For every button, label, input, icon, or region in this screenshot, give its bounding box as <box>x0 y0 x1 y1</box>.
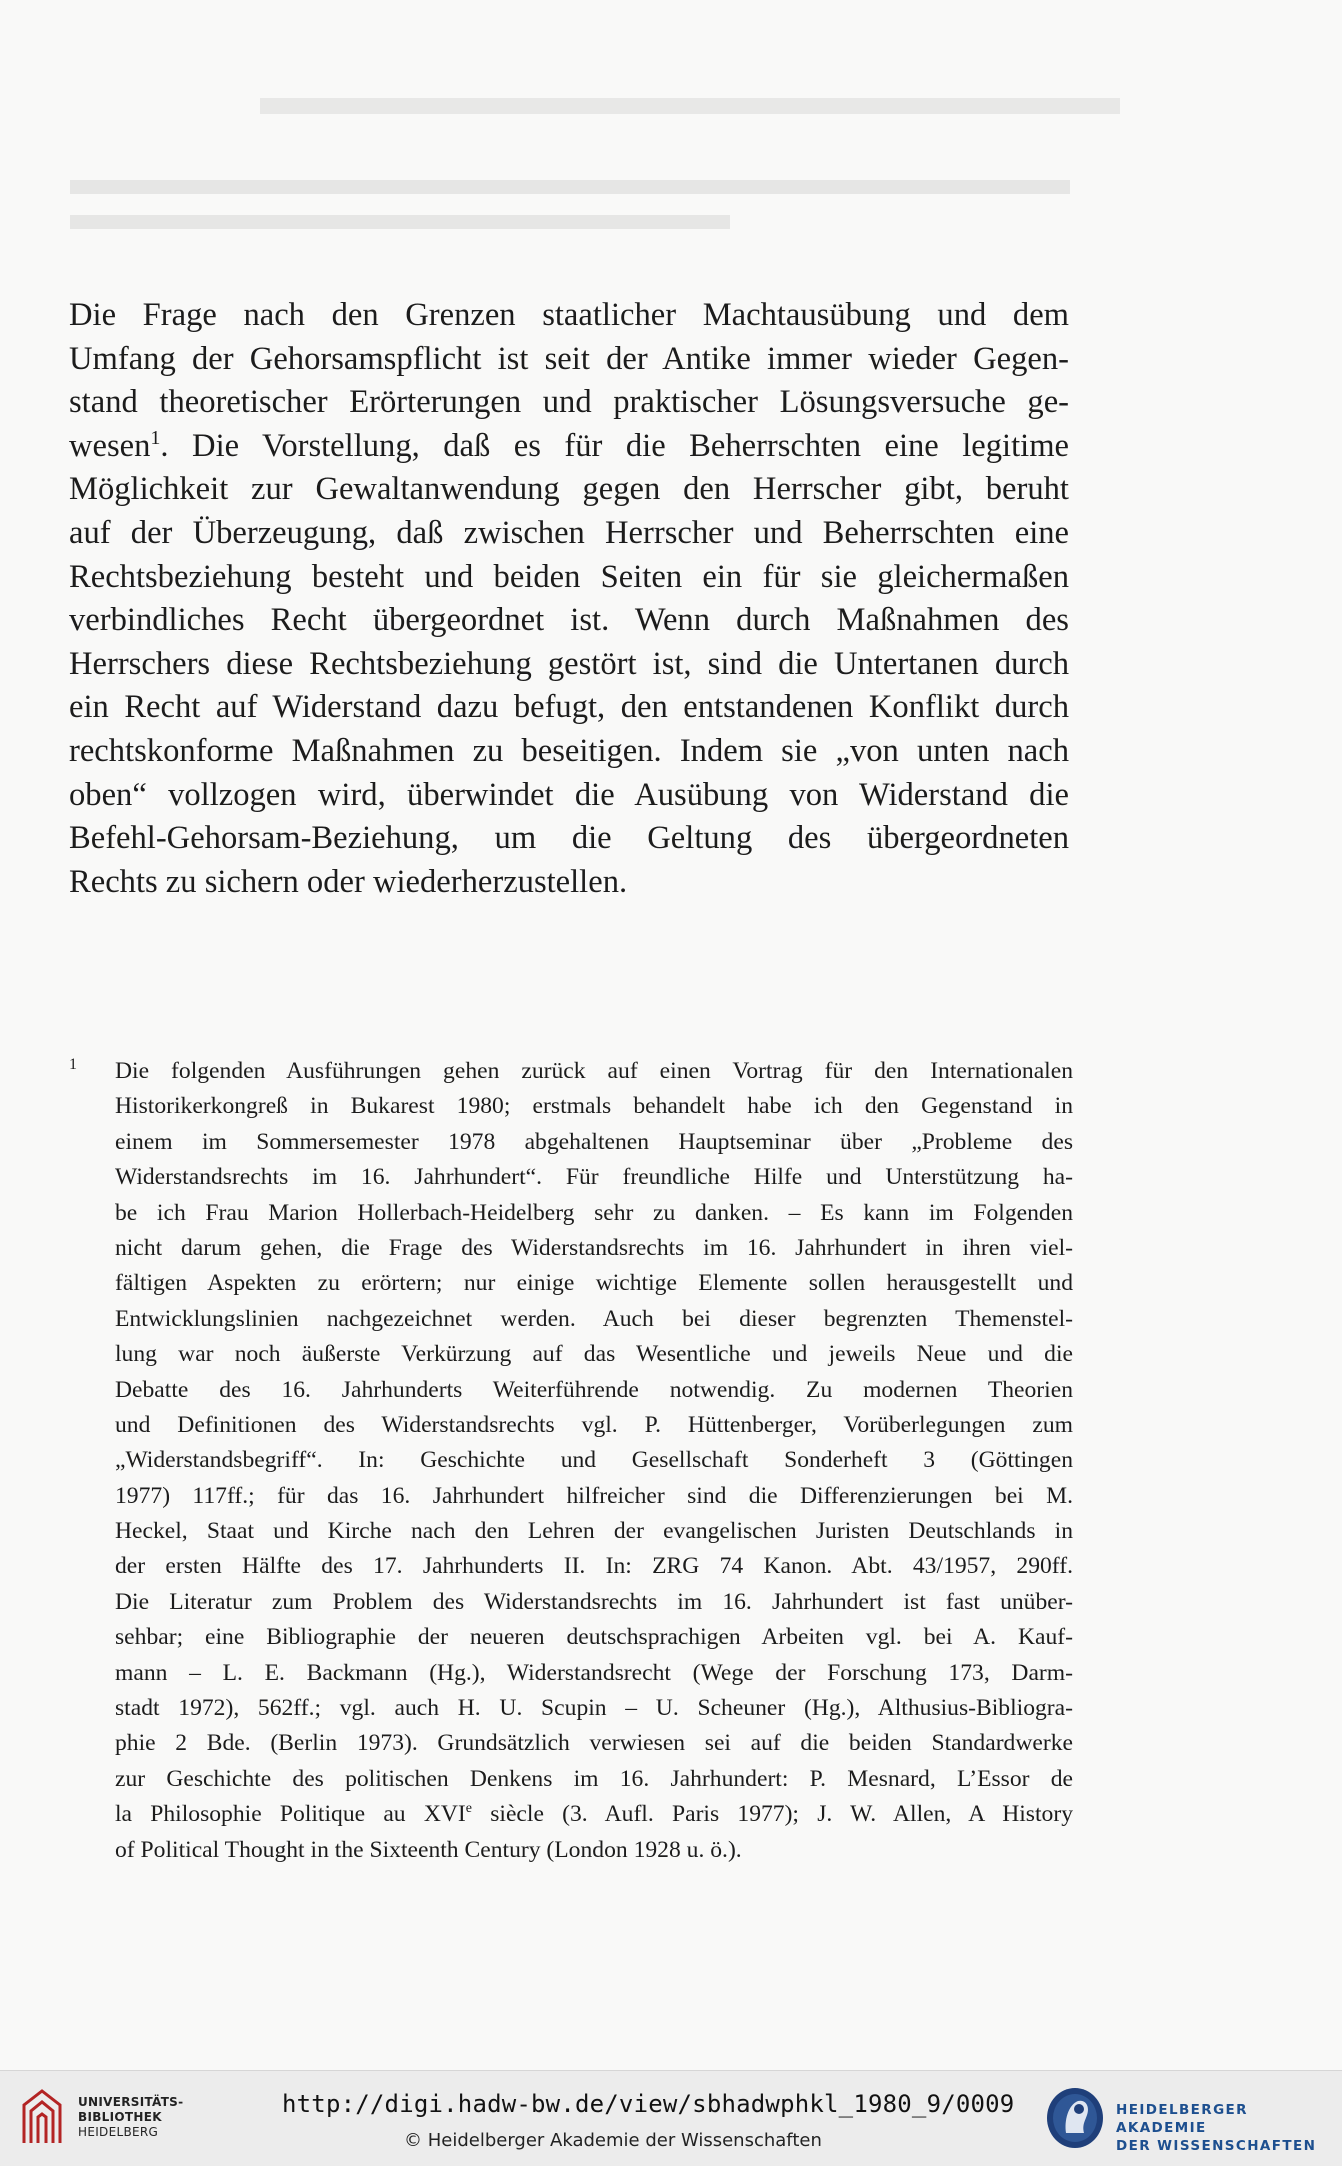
footnote-line: einem im Sommersemester 1978 abgehaltenen Hauptseminar über „Probleme des <box>115 1128 1073 1155</box>
paragraph-line: Möglichkeit zur Gewaltanwendung gegen den Herrscher gibt, beruht <box>69 471 1069 508</box>
paragraph-line: rechtskonforme Maßnahmen zu beseitigen. Indem sie „von unten nach <box>69 732 1069 769</box>
university-library-logo-icon[interactable] <box>14 2085 70 2147</box>
main-paragraph <box>69 294 1069 904</box>
footnote-line: nicht darum gehen, die Frage des Widerstandsrechts im 16. Jahrhundert in ihren viel- <box>115 1234 1073 1261</box>
footnote-line: Debatte des 16. Jahrhunderts Weiterführende notwendig. Zu modernen Theorien <box>115 1376 1073 1403</box>
footnote-line <box>115 1797 1073 1832</box>
paragraph-line: Umfang der Gehorsamspflicht ist seit der Antike immer wieder Gegen- <box>69 340 1069 377</box>
footnote-reference[interactable]: 1 <box>150 426 161 449</box>
copyright-notice: © Heidelberger Akademie der Wissenschaften <box>404 2130 822 2151</box>
footnote-line: stadt 1972), 562ff.; vgl. auch H. U. Scupin – U. Scheuner (Hg.), Althusius-Bibliogra- <box>115 1695 1073 1722</box>
paragraph-line: Rechts zu sichern oder wiederherzustellen. <box>69 863 628 900</box>
paragraph-segment: . Die Vorstellung, daß es für die Beherrschten eine legitime <box>160 427 1069 464</box>
paragraph-line: stand theoretischer Erörterungen und praktischer Lösungsversuche ge- <box>69 384 1069 421</box>
footnote-line: Die folgenden Ausführungen gehen zurück auf einen Vortrag für den Internationalen <box>115 1058 1073 1084</box>
library-name-line: HEIDELBERG <box>78 2125 159 2139</box>
footnote-line: Heckel, Staat und Kirche nach den Lehren der evangelischen Juristen Deutschlands in <box>115 1518 1073 1545</box>
footnote-line: lung war noch äußerste Verkürzung auf das Wesentliche und jeweils Neue und die <box>115 1341 1073 1368</box>
paragraph-segment: wesen <box>69 427 151 464</box>
footnote-line: „Widerstandsbegriff“. In: Geschichte und Gesellschaft Sonderheft 3 (Göttingen <box>115 1447 1073 1474</box>
paragraph-line: oben“ vollzogen wird, überwindet die Ausübung von Widerstand die <box>69 776 1069 813</box>
footnote-line: Die Literatur zum Problem des Widerstandsrechts im 16. Jahrhundert ist fast unüber- <box>115 1588 1073 1615</box>
footnote-line: und Definitionen des Widerstandsrechts vgl. P. Hüttenberger, Vorüberlegungen zum <box>115 1411 1073 1438</box>
academy-seal-icon[interactable] <box>1044 2085 1106 2151</box>
footnote-segment: siècle (3. Aufl. Paris 1977); J. W. Allen, A History <box>471 1801 1073 1828</box>
document-url-link[interactable]: http://digi.hadw-bw.de/view/sbhadwphkl_1980_9/0009 <box>282 2090 1015 2118</box>
academy-name-line: HEIDELBERGER AKADEMIE <box>1116 2102 1248 2136</box>
paragraph-line: verbindliches Recht übergeordnet ist. Wenn durch Maßnahmen des <box>69 602 1069 639</box>
footnote-line: Widerstandsrechts im 16. Jahrhundert“. Für freundliche Hilfe und Unterstützung ha- <box>115 1164 1073 1191</box>
footnote-line: fältigen Aspekten zu erörtern; nur einige wichtige Elemente sollen herausgestellt und <box>115 1270 1073 1297</box>
footnote-line: Historikerkongreß in Bukarest 1980; erstmals behandelt habe ich den Gegenstand in <box>115 1093 1073 1120</box>
footnote-segment: la Philosophie Politique au XVI <box>115 1801 466 1828</box>
footnote-line: of Political Thought in the Sixteenth Century (London 1928 u. ö.). <box>115 1836 742 1863</box>
footnote-line: be ich Frau Marion Hollerbach-Heidelberg sehr zu danken. – Es kann im Folgenden <box>115 1199 1073 1226</box>
footnote-line: Entwicklungslinien nachgezeichnet werden. Auch bei dieser begrenzten Themenstel- <box>115 1305 1073 1332</box>
academy-name <box>1116 2101 1342 2155</box>
footnote-number: 1 <box>69 1056 77 1073</box>
paragraph-line: Rechtsbeziehung besteht und beiden Seiten ein für sie gleichermaßen <box>69 558 1069 595</box>
footnote-line: phie 2 Bde. (Berlin 1973). Grundsätzlich verwiesen sei auf die beiden Standardwerke <box>115 1730 1073 1757</box>
paragraph-line: Die Frage nach den Grenzen staatlicher Machtausübung und dem <box>69 297 1069 333</box>
paragraph-line: auf der Überzeugung, daß zwischen Herrscher und Beherrschten eine <box>69 514 1069 551</box>
footnote-text <box>115 1054 1073 1868</box>
bleed-through-shade <box>70 90 1272 120</box>
footnote-line: 1977) 117ff.; für das 16. Jahrhundert hilfreicher sind die Differenzierungen bei M. <box>115 1482 1073 1509</box>
footnote-line: der ersten Hälfte des 17. Jahrhunderts II. In: ZRG 74 Kanon. Abt. 43/1957, 290ff. <box>115 1553 1073 1580</box>
superscript-e: e <box>465 1801 472 1817</box>
paragraph-line <box>69 425 1069 469</box>
library-name-line: BIBLIOTHEK <box>78 2110 162 2124</box>
academy-name-line: DER WISSENSCHAFTEN <box>1116 2138 1317 2154</box>
viewer-footer <box>0 2070 1342 2166</box>
footnote-line: mann – L. E. Backmann (Hg.), Widerstandsrecht (Wege der Forschung 173, Darm- <box>115 1659 1073 1686</box>
paragraph-line: ein Recht auf Widerstand dazu befugt, den entstandenen Konflikt durch <box>69 689 1069 726</box>
university-library-name <box>78 2095 183 2140</box>
footnote-block <box>69 1054 1073 1868</box>
footnote-line: sehbar; eine Bibliographie der neueren deutschsprachigen Arbeiten vgl. bei A. Kauf- <box>115 1624 1073 1651</box>
footnote-line: zur Geschichte des politischen Denkens im 16. Jahrhundert: P. Mesnard, L’Essor de <box>115 1765 1073 1792</box>
library-name-line: UNIVERSITÄTS- <box>78 2095 184 2109</box>
paragraph-line: Herrschers diese Rechtsbeziehung gestört ist, sind die Untertanen durch <box>69 645 1069 682</box>
paragraph-line: Befehl-Gehorsam-Beziehung, um die Geltung des übergeordneten <box>69 820 1069 857</box>
bleed-through-shade <box>70 170 1272 240</box>
